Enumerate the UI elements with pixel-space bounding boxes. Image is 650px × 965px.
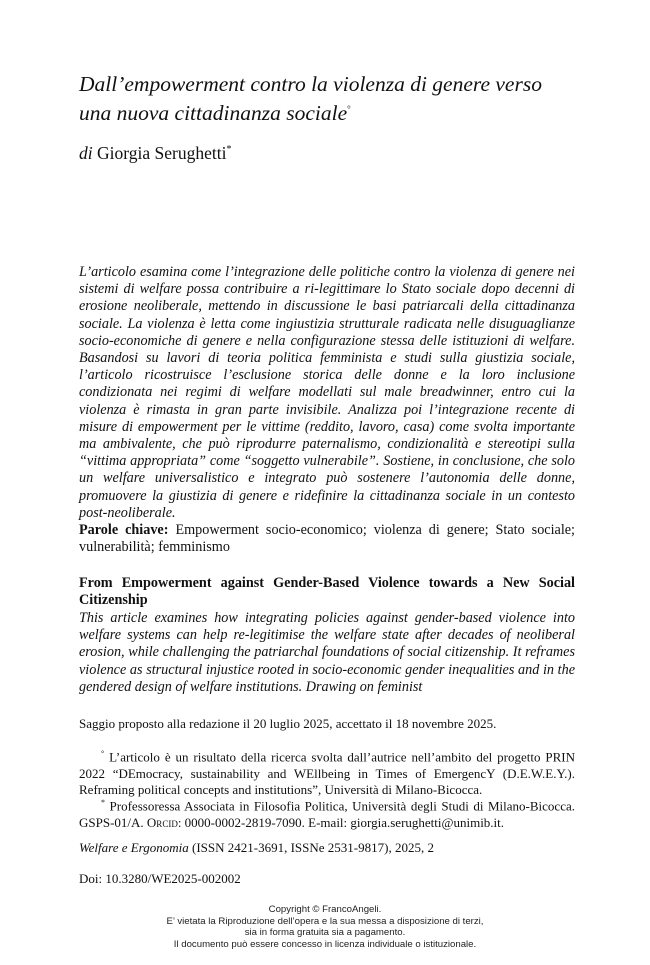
submission-note: Saggio proposto alla redazione il 20 luglio 2025, accettato il 18 novembre 2025. — [79, 716, 497, 731]
author-line — [79, 139, 231, 164]
orcid-label: Orcid — [146, 814, 178, 830]
article-title-text: Dall’empowerment contro la violenza di genere verso una nuova cittadinanza sociale — [79, 72, 542, 126]
copyright-line-3: sia in forma gratuita sia a pagamento. — [244, 927, 406, 939]
keywords — [79, 522, 575, 556]
author-prefix: di — [79, 142, 93, 163]
footnote-project-text: L’articolo è un risultato della ricerca svolta dall’autrice nell’ambito del progetto PRIN 2022 “DEmocracy, sustainability and WEllbeing in Times of EmergencY (D.E.W.E.Y.). Reframing political concepts and institutions”, Università di Milano-Bicocca. — [79, 749, 575, 798]
footnote-project-mark: ° — [101, 749, 105, 758]
copyright-line-2: E’ vietata la Riproduzione dell’opera e la sua messa a disposizione di terzi, — [166, 915, 484, 927]
english-title: From Empowerment against Gender-Based Violence towards a New Social Citizenship — [79, 575, 575, 609]
doi: Doi: 10.3280/WE2025-002002 — [79, 871, 241, 886]
journal-details: (ISSN 2421-3691, ISSNe 2531-9817), 2025, 2 — [192, 840, 434, 855]
footnote-author-contact: : 0000-0002-2819-7090. E-mail: giorgia.serughetti@unimib.it. — [177, 814, 505, 830]
footnote-author-text: Professoressa Associata in Filosofia Politica, Università degli Studi di Milano-Bicocca. GSPS-01/A. — [79, 798, 575, 830]
footnote-author — [79, 795, 575, 831]
footnote-project — [79, 746, 575, 799]
abstract-english: This article examines how integrating policies against gender-based violence into welfare systems can help re-legitimise the welfare state after decades of neoliberal erosion, while challenging the patriarchal foundations of social citizenship. It reframes violence as structural injustice rooted in socio-economic gender inequalities and in the gendered design of welfare institutions. Drawing on feminist — [79, 610, 575, 695]
copyright-line-1: Copyright © FrancoAngeli. — [268, 904, 382, 915]
title-footnote-mark: ° — [347, 104, 351, 114]
copyright-line-4: Il documento può essere concesso in licenza individuale o istituzionale. — [173, 938, 477, 950]
article-title — [79, 72, 579, 126]
keywords-label: Parole chiave: — [79, 522, 169, 538]
author-name: Giorgia Serughetti — [97, 142, 227, 163]
author-footnote-mark: * — [226, 144, 232, 155]
journal-name: Welfare e Ergonomia — [79, 840, 189, 855]
keywords-text: Empowerment socio-economico; violenza di genere; Stato sociale; vulnerabilità; femminismo — [79, 522, 575, 556]
journal-info — [79, 840, 434, 856]
footnote-author-mark: * — [101, 798, 105, 807]
abstract-italian: L’articolo esamina come l’integrazione delle politiche contro la violenza di genere nei sistemi di welfare possa contribuire a ri-legittimare lo Stato sociale dopo decenni di erosione neoliberale, mettendo in discussione le basi patriarcali della cittadinanza sociale. La violenza è letta come ingiustizia strutturale radicata nelle disuguaglianze socio-economiche di genere e nella configurazione stessa delle istituzioni di welfare. Basandosi su lavori di teoria politica femminista e studi sulla giustizia sociale, l’articolo ricostruisce l’esclusione storica delle donne e la loro inclusione condizionata nei regimi di welfare modellati sul male breadwinner, entro cui la violenza è rimasta in gran parte invisibile. Analizza poi l’integrazione recente di misure di empowerment per le vittime (reddito, lavoro, casa) come svolta importante ma ambivalente, che può riprodurre paternalismo, condizionalità e stereotipi sulla “vittima appropriata” come “soggetto vulnerabile”. Sostiene, in conclusione, che solo un welfare universalistico e integrato può sostenere l’autonomia delle donne, promuovere la giustizia di genere e ridefinire la cittadinanza sociale in un contesto post-neoliberale. — [79, 264, 575, 521]
copyright-notice — [100, 904, 550, 950]
